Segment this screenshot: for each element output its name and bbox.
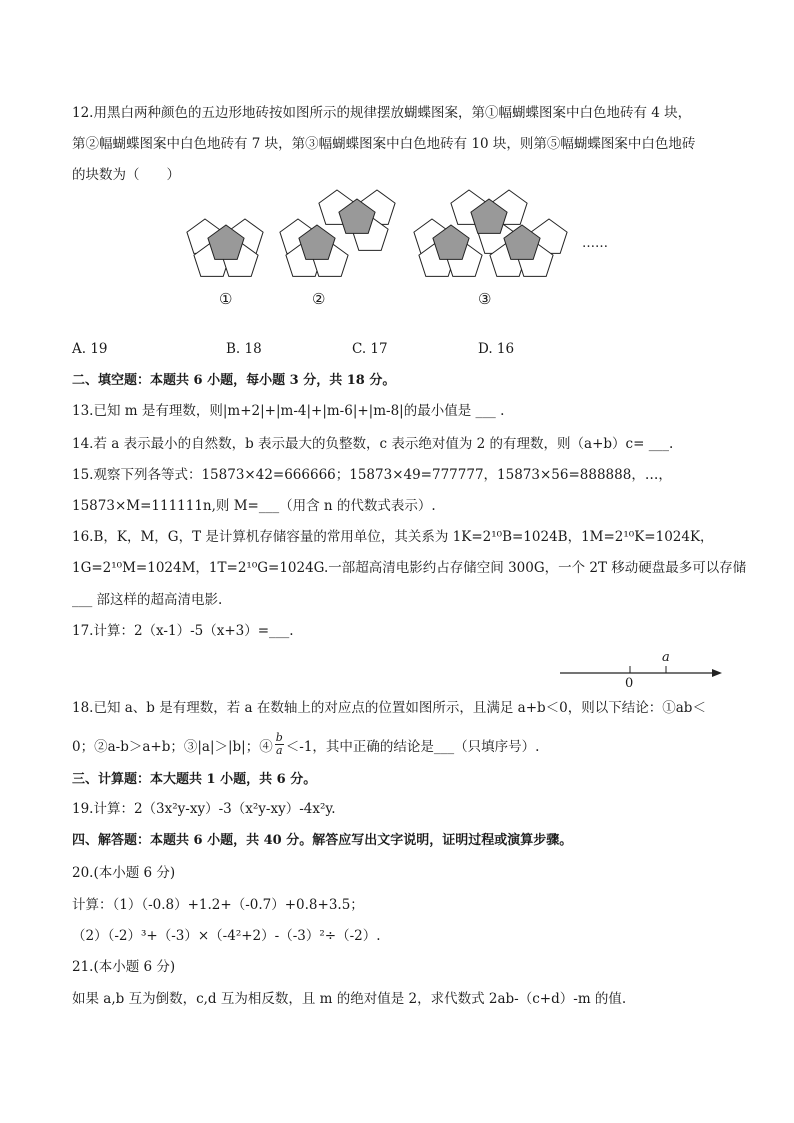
- q15-line-2: 15873×M=111111n,则 M=___（用含 n 的代数式表示）.: [72, 498, 436, 514]
- q16-line-3: ___ 部这样的超高清电影.: [72, 592, 223, 608]
- option-b: B. 18: [226, 341, 262, 357]
- section-4-heading: 四、解答题：本题共 6 小题，共 40 分。解答应写出文字说明，证明过程或演算步骤。: [72, 833, 573, 848]
- q12-line-2: 第②幅蝴蝶图案中白色地砖有 7 块，第③幅蝴蝶图案中白色地砖有 10 块，则第⑤幅蝴蝶图案中白色地砖: [72, 136, 696, 152]
- q19-text: 19.计算：2（3x²y-xy）-3（x²y-xy）-4x²y.: [72, 801, 336, 817]
- q16-line-1: 16.B，K，M，G，T 是计算机存储容量的常用单位，其关系为 1K=2¹⁰B=1024B，1M=2¹⁰K=1024K，: [72, 529, 714, 545]
- section-2-heading: 二、填空题：本题共 6 小题，每小题 3 分，共 18 分。: [72, 373, 396, 388]
- figure-ellipsis: ……: [582, 236, 608, 251]
- number-line-a-label: a: [662, 650, 670, 665]
- q12-line-3: 的块数为（ ）: [72, 167, 180, 183]
- fraction-b-over-a: [275, 732, 284, 757]
- figure-label-1: ①: [219, 290, 233, 308]
- q21-text: 如果 a,b 互为倒数，c,d 互为相反数，且 m 的绝对值是 2，求代数式 2ab-（c+d）-m 的值.: [72, 991, 627, 1007]
- q18-line-2: [72, 731, 540, 760]
- q18-line-2-end: ＜-1，其中正确的结论是___（只填序号）.: [285, 739, 540, 755]
- q12-line-1: 12.用黑白两种颜色的五边形地砖按如图所示的规律摆放蝴蝶图案，第①幅蝴蝶图案中白色地砖有 4 块，: [72, 105, 692, 121]
- number-line-zero-label: 0: [625, 676, 634, 691]
- q15-line-1: 15.观察下列各等式：15873×42=666666；15873×49=777777，15873×56=888888，…，: [72, 467, 672, 483]
- q17-text: 17.计算：2（x-1）-5（x+3）=___.: [72, 623, 294, 639]
- figure-label-3: ③: [478, 290, 492, 308]
- q16-line-2: 1G=2¹⁰M=1024M，1T=2¹⁰G=1024G.一部超高清电影约占存储空间 300G，一个 2T 移动硬盘最多可以存储: [72, 560, 747, 576]
- q20-heading: 20.(本小题 6 分): [72, 865, 176, 881]
- q20-part-1: 计算：（1）（-0.8）+1.2+（-0.7）+0.8+3.5；: [72, 897, 364, 913]
- q18-line-1: 18.已知 a、b 是有理数，若 a 在数轴上的对应点的位置如图所示，且满足 a+b＜0，则以下结论：①ab＜: [72, 700, 706, 716]
- figure-label-2: ②: [312, 290, 326, 308]
- fraction-numerator: b: [275, 731, 283, 744]
- section-3-heading: 三、计算题：本大题共 1 小题，共 6 分。: [72, 772, 317, 787]
- option-d: D. 16: [478, 341, 515, 357]
- option-a: A. 19: [72, 341, 108, 357]
- fraction-denominator: a: [275, 744, 283, 757]
- q21-heading: 21.(本小题 6 分): [72, 959, 176, 975]
- q13-text: 13.已知 m 是有理数，则|m+2|+|m-4|+|m-6|+|m-8|的最小值是 ___ .: [72, 403, 505, 419]
- q14-text: 14.若 a 表示最小的自然数，b 表示最大的负整数，c 表示绝对值为 2 的有理数，则（a+b）c= ___.: [72, 436, 674, 452]
- q18-line-2-start: 0；②a-b＞a+b；③|a|＞|b|；④: [72, 739, 273, 755]
- option-c: C. 17: [352, 341, 388, 357]
- q20-part-2: （2）（-2）³+（-3）×（-4²+2）-（-3）²÷（-2）.: [72, 928, 381, 944]
